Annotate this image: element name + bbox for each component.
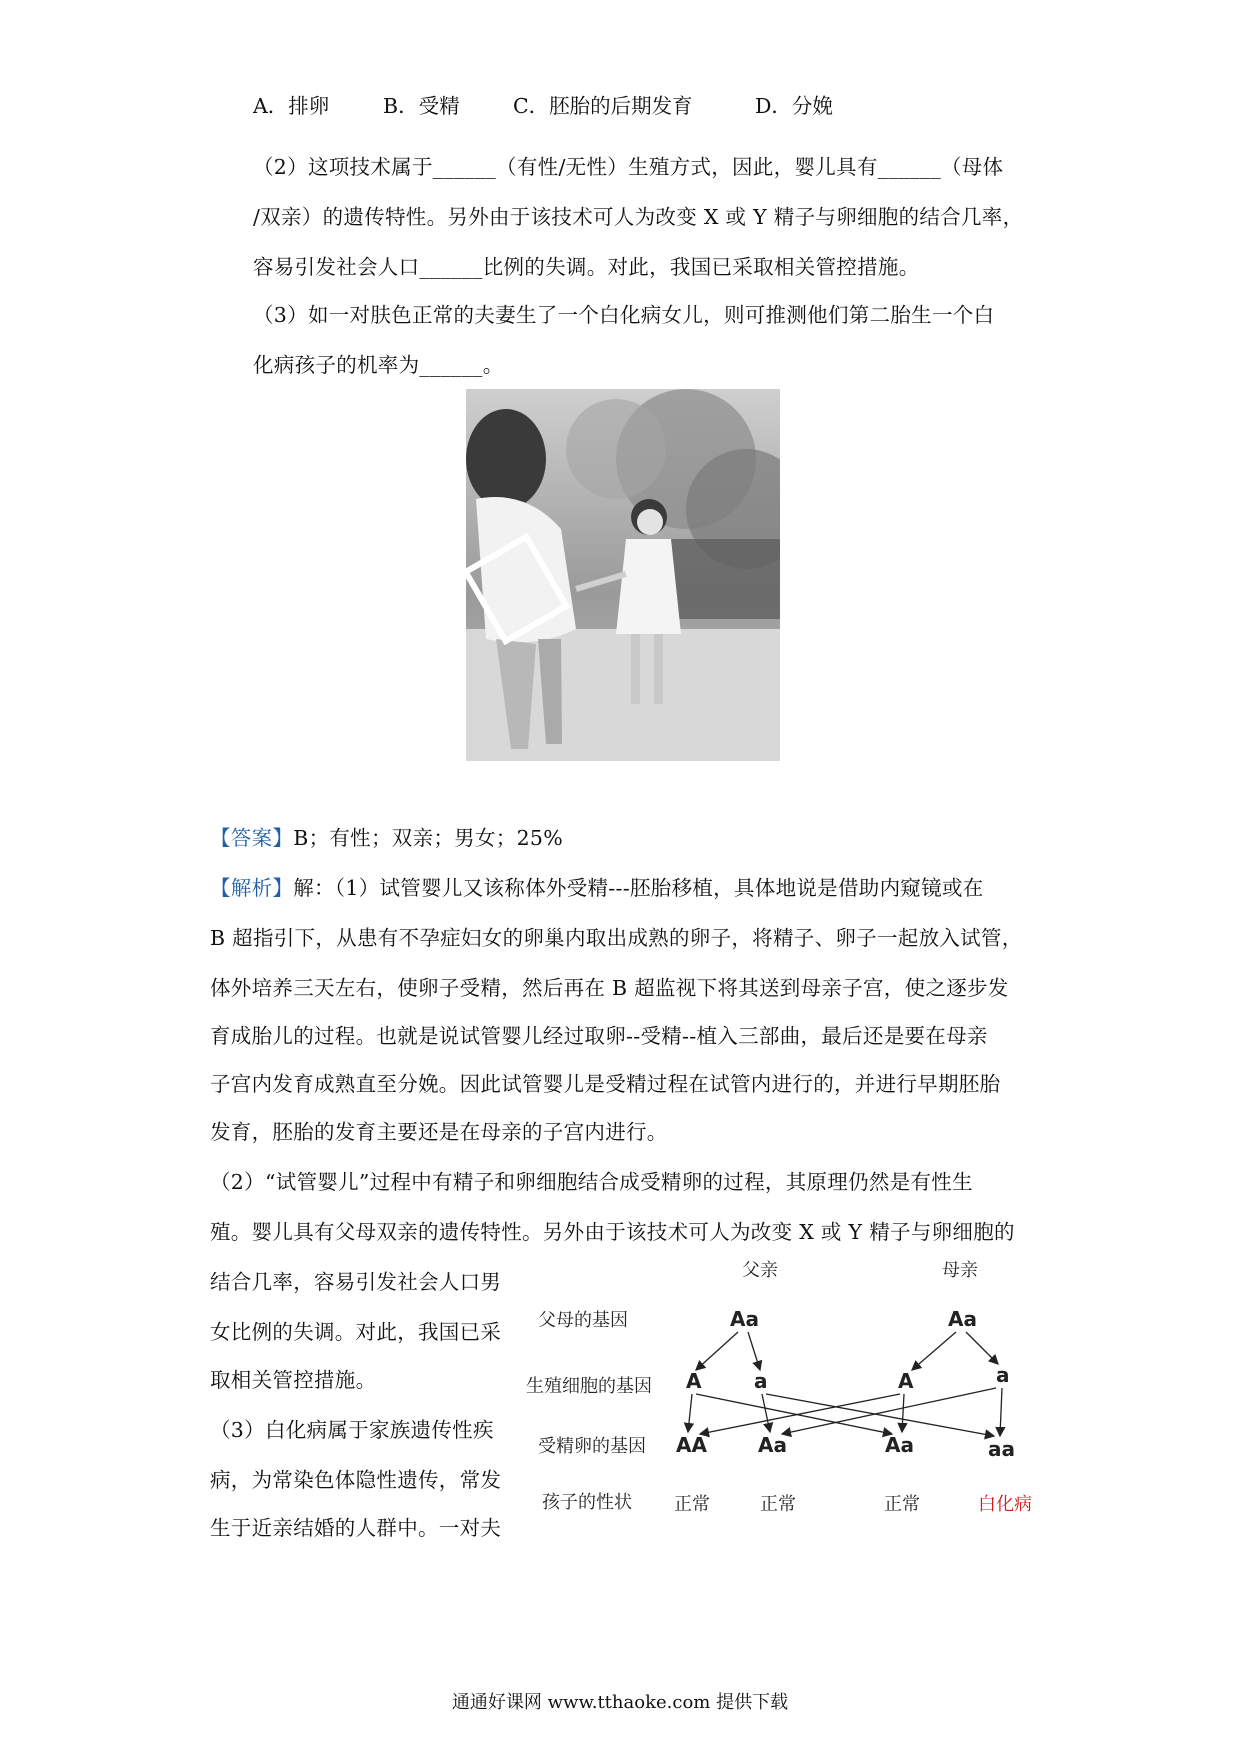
zygote-AA: AA	[676, 1433, 707, 1457]
analysis-p2-line-1: （2）“试管婴儿”过程中有精子和卵细胞结合成受精卵的过程，其原理仍然是有性生	[210, 1170, 973, 1194]
father-label: 父亲	[742, 1260, 778, 1281]
arrow-fA-to-Aa2	[696, 1394, 892, 1434]
zygote-aa: aa	[988, 1437, 1015, 1461]
answer-line	[210, 824, 563, 852]
arrow-fa-to-Aa1	[762, 1394, 770, 1432]
mother-gamete-A: A	[898, 1369, 914, 1393]
arrow-father-to-a	[748, 1332, 760, 1370]
option-b: B．受精	[383, 94, 460, 118]
mother-gamete-a: a	[996, 1363, 1010, 1387]
trait-normal-2: 正常	[760, 1494, 796, 1515]
analysis-p3-line-3: 生于近亲结婚的人群中。一对夫	[210, 1516, 502, 1540]
analysis-tag: 【解析】	[210, 876, 294, 900]
row-zygote-genes-label: 受精卵的基因	[538, 1436, 646, 1457]
analysis-p2-line-5: 取相关管控措施。	[210, 1368, 377, 1392]
albinism-inheritance-diagram	[520, 1252, 1040, 1536]
question-3-line-2: 化病孩子的机率为______。	[253, 353, 504, 377]
father-genotype: Aa	[730, 1307, 759, 1331]
zygote-Aa-1: Aa	[758, 1433, 787, 1457]
arrow-mA-to-Aa2	[902, 1394, 904, 1432]
analysis-line-3: 体外培养三天左右，使卵子受精，然后再在 B 超监视下将其送到母亲子宫，使之逐步发	[210, 976, 1009, 1000]
row-germ-genes-label: 生殖细胞的基因	[526, 1376, 652, 1397]
row-traits-label: 孩子的性状	[542, 1492, 632, 1513]
analysis-line-1	[210, 874, 984, 902]
analysis-line-6: 发育，胚胎的发育主要还是在母亲的子宫内进行。	[210, 1120, 668, 1144]
analysis-p3-line-1: （3）白化病属于家族遗传性疾	[210, 1418, 494, 1442]
analysis-p2-line-2: 殖。婴儿具有父母双亲的遗传特性。另外由于该技术可人为改变 X 或 Y 精子与卵细胞的	[210, 1220, 1015, 1244]
arrow-mother-to-A	[912, 1332, 956, 1370]
question-2-line-2: /双亲）的遗传特性。另外由于该技术可人为改变 X 或 Y 精子与卵细胞的结合几率，	[253, 205, 1024, 229]
row-parent-genes-label: 父母的基因	[538, 1310, 628, 1331]
question-2-line-1: （2）这项技术属于______（有性/无性）生殖方式，因此，婴儿具有______（母体	[253, 155, 1004, 179]
question-2-line-3: 容易引发社会人口______比例的失调。对此，我国已采取相关管控措施。	[253, 255, 920, 279]
arrow-mother-to-a	[966, 1332, 998, 1364]
analysis-p2-line-3: 结合几率，容易引发社会人口男	[210, 1270, 502, 1294]
mother-genotype: Aa	[948, 1307, 977, 1331]
analysis-line-4: 育成胎儿的过程。也就是说试管婴儿经过取卵--受精--植入三部曲，最后还是要在母亲	[210, 1024, 988, 1048]
arrow-fA-to-AA	[688, 1394, 692, 1432]
question-3-line-1: （3）如一对肤色正常的夫妻生了一个白化病女儿，则可推测他们第二胎生一个白	[253, 303, 995, 327]
analysis-p3-line-2: 病，为常染色体隐性遗传，常发	[210, 1468, 502, 1492]
page-footer: 通通好课网 www.tthaoke.com 提供下载	[451, 1692, 789, 1713]
trait-normal-3: 正常	[884, 1494, 920, 1515]
trait-albinism: 白化病	[978, 1494, 1032, 1515]
mother-daughter-photo	[466, 389, 780, 761]
arrow-father-to-A	[696, 1332, 738, 1370]
zygote-Aa-2: Aa	[885, 1433, 914, 1457]
answer-text: B；有性；双亲；男女；25%	[293, 826, 564, 850]
option-d: D．分娩	[755, 94, 833, 118]
father-gamete-a: a	[754, 1369, 768, 1393]
option-a: A．排卵	[253, 94, 330, 118]
arrow-ma-to-aa	[1000, 1388, 1002, 1436]
trait-normal-1: 正常	[674, 1494, 710, 1515]
analysis-text-1: 解：（1）试管婴儿又该称体外受精---胚胎移植，具体地说是借助内窥镜或在	[293, 876, 984, 900]
analysis-line-2: B 超指引下，从患有不孕症妇女的卵巢内取出成熟的卵子，将精子、卵子一起放入试管，	[210, 926, 1023, 950]
answer-tag: 【答案】	[210, 826, 294, 850]
mother-label: 母亲	[942, 1260, 978, 1281]
father-gamete-A: A	[686, 1369, 702, 1393]
analysis-line-5: 子宫内发育成熟直至分娩。因此试管婴儿是受精过程在试管内进行的，并进行早期胚胎	[210, 1072, 1001, 1096]
analysis-p2-line-4: 女比例的失调。对此，我国已采	[210, 1320, 502, 1344]
option-c: C．胚胎的后期发育	[513, 94, 693, 118]
